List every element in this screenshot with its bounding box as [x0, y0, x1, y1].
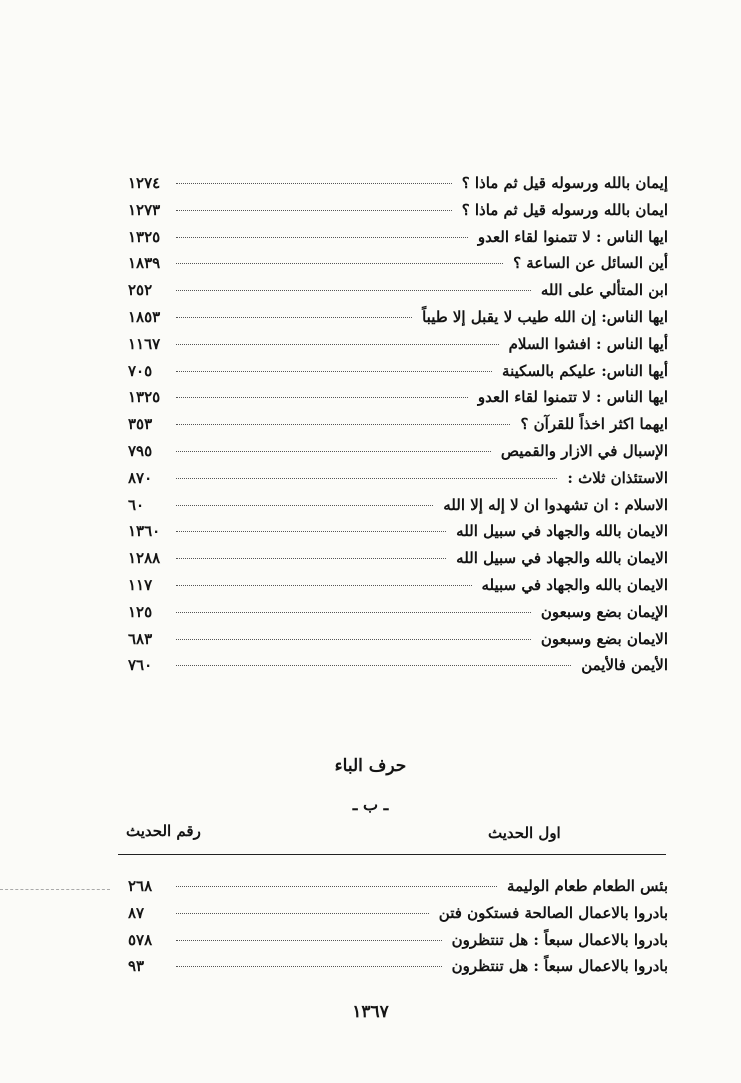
hadith-text: إيمان بالله ورسوله قيل ثم ماذا ؟ — [461, 174, 668, 192]
hadith-text: الايمان بضع وسبعون — [540, 629, 668, 648]
list-item — [128, 442, 668, 469]
hadith-text: الاستئذان ثلاث : — [567, 468, 668, 487]
hadith-number: ١١٦٧ — [128, 334, 161, 353]
hadith-text: ايها الناس: إن الله طيب لا يقبل إلا طيباً — [422, 307, 668, 326]
hadith-number: ٣٥٣ — [128, 415, 153, 434]
hadith-number: ١٢٧٣ — [128, 200, 161, 219]
hadith-text: بادروا بالاعمال سبعاً : هل تنتظرون — [451, 930, 668, 949]
dot-leader — [176, 558, 446, 559]
hadith-number: ١٢٧٤ — [128, 174, 161, 192]
dot-leader — [176, 210, 452, 211]
list-item — [128, 496, 668, 523]
dot-leader — [176, 940, 442, 941]
dot-leader — [176, 424, 510, 425]
section-letter: ـ ب ـ — [352, 795, 389, 814]
list-item — [128, 603, 668, 630]
hadith-text: الإسبال في الازار والقميص — [500, 441, 668, 460]
dot-leader — [176, 478, 557, 479]
hadith-number: ٨٧ — [128, 903, 145, 922]
hadith-text: بادروا بالاعمال الصالحة فستكون فتن — [438, 903, 668, 922]
list-item — [128, 308, 668, 335]
list-item — [128, 877, 668, 904]
hadith-text: بادروا بالاعمال سبعاً : هل تنتظرون — [451, 957, 668, 976]
hadith-number: ٢٥٢ — [128, 281, 153, 300]
hadith-number: ٦٨٣ — [128, 629, 153, 648]
list-item — [128, 362, 668, 389]
column-header-hadith-number: رقم الحديث — [126, 822, 201, 840]
hadith-index-list-ba — [128, 877, 668, 984]
list-item — [128, 388, 668, 415]
hadith-number: ١٨٥٣ — [128, 307, 161, 326]
section-title: حرف الباء — [334, 756, 407, 776]
hadith-number: ٩٣ — [128, 957, 145, 976]
list-item — [128, 281, 668, 308]
dot-leader — [176, 531, 446, 532]
hadith-text: الايمان بالله والجهاد في سبيل الله — [456, 549, 668, 568]
list-item — [128, 201, 668, 228]
hadith-text: أين السائل عن الساعة ؟ — [513, 254, 668, 273]
hadith-text: أيها الناس : افشوا السلام — [508, 334, 668, 353]
hadith-number: ١١٧ — [128, 575, 153, 594]
hadith-number: ٥٧٨ — [128, 930, 153, 949]
dot-leader — [176, 966, 442, 967]
hadith-text: ابن المتألي على الله — [540, 281, 668, 300]
hadith-number: ٦٠ — [128, 495, 145, 514]
dot-leader — [176, 886, 497, 887]
dot-leader — [176, 263, 503, 264]
hadith-number: ١٣٦٠ — [128, 522, 161, 541]
hadith-number: ٢٦٨ — [128, 877, 153, 895]
dot-leader — [176, 183, 452, 184]
list-item — [128, 931, 668, 958]
list-item — [128, 415, 668, 442]
list-item — [128, 576, 668, 603]
hadith-number: ٧٩٥ — [128, 441, 153, 460]
dot-leader — [176, 371, 492, 372]
list-item — [128, 957, 668, 984]
hadith-text: الإيمان بضع وسبعون — [540, 602, 668, 621]
page-number: ١٣٦٧ — [352, 1002, 389, 1022]
list-item — [128, 335, 668, 362]
hadith-number: ١٣٢٥ — [128, 388, 161, 407]
hadith-number: ١٣٢٥ — [128, 227, 161, 246]
list-item — [128, 254, 668, 281]
hadith-text: بئس الطعام طعام الوليمة — [507, 877, 668, 895]
hadith-text: الايمان بالله والجهاد في سبيله — [481, 575, 668, 594]
hadith-number: ٧٦٠ — [128, 656, 153, 675]
hadith-text: الأيمن فالأيمن — [581, 656, 668, 675]
column-header-hadith-start: اول الحديث — [488, 824, 561, 842]
dot-leader — [176, 451, 491, 452]
hadith-number: ٧٠٥ — [128, 361, 153, 380]
list-item — [128, 174, 668, 201]
list-item — [128, 228, 668, 255]
list-item — [128, 630, 668, 657]
hadith-text: ايهما اكثر اخذاً للقرآن ؟ — [520, 415, 668, 434]
dot-leader — [176, 665, 571, 666]
hadith-number: ١٢٥ — [128, 602, 153, 621]
margin-dashed-line — [0, 889, 110, 890]
dot-leader — [176, 913, 429, 914]
dot-leader — [176, 397, 468, 398]
list-item — [128, 522, 668, 549]
hadith-text: ايها الناس : لا تتمنوا لقاء العدو — [477, 388, 668, 407]
dot-leader — [176, 317, 412, 318]
hadith-text: الايمان بالله والجهاد في سبيل الله — [456, 522, 668, 541]
hadith-number: ٨٧٠ — [128, 468, 153, 487]
hadith-number: ١٨٣٩ — [128, 254, 161, 273]
list-item — [128, 549, 668, 576]
hadith-number: ١٢٨٨ — [128, 549, 161, 568]
dot-leader — [176, 505, 433, 506]
dot-leader — [176, 612, 531, 613]
list-item — [128, 469, 668, 496]
list-item — [128, 904, 668, 931]
hadith-text: ايمان بالله ورسوله قيل ثم ماذا ؟ — [461, 200, 668, 219]
header-divider — [118, 854, 666, 855]
dot-leader — [176, 639, 531, 640]
list-item — [128, 656, 668, 683]
hadith-index-list — [128, 174, 668, 683]
hadith-text: أيها الناس: عليكم بالسكينة — [502, 361, 668, 380]
dot-leader — [176, 344, 499, 345]
dot-leader — [176, 290, 531, 291]
dot-leader — [176, 585, 472, 586]
hadith-text: ايها الناس : لا تتمنوا لقاء العدو — [477, 227, 668, 246]
dot-leader — [176, 237, 468, 238]
hadith-text: الاسلام : ان تشهدوا ان لا إله إلا الله — [443, 495, 668, 514]
